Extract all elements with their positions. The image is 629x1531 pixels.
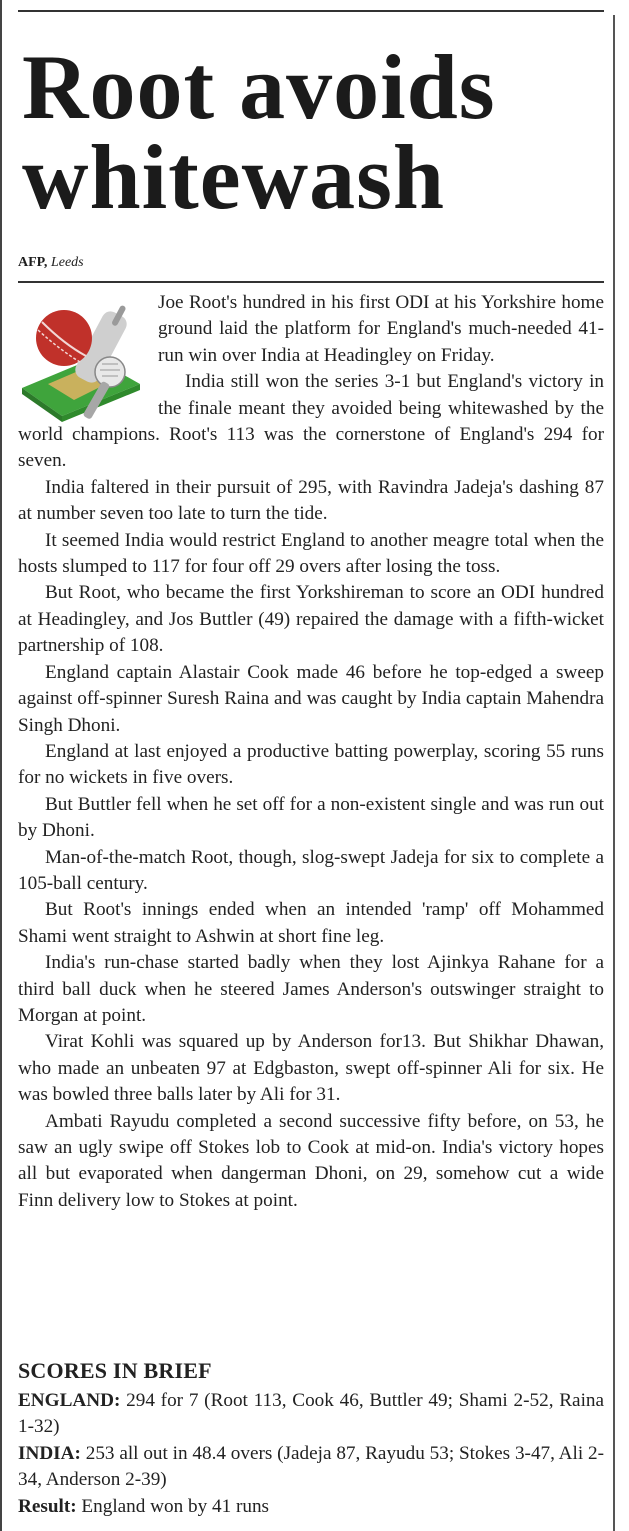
paragraph: India's run-chase started badly when they lost Ajinkya Rahane for a third ball duck when he steered James Anderson's outswinger straight to Morgan at point. <box>18 952 604 1026</box>
england-text: 294 for 7 (Root 113, Cook 46, Buttler 49; Shami 2-52, Raina 1-32) <box>18 1390 605 1438</box>
paragraph: India faltered in their pursuit of 295, with Ravindra Jadeja's dashing 87 at number seven too late to turn the tide. <box>18 476 604 525</box>
paragraph: But Root, who became the first Yorkshireman to score an ODI hundred at Headingley, and Jos Buttler (49) repaired the damage with a fifth-wicket partnership of 108. <box>18 582 604 657</box>
paragraph: Ambati Rayudu completed a second successive fifty before, on 53, he saw an ugly swipe off Stokes lob to Cook at mid-on. India's victory hopes all but evaporated when dangerman Dhoni, on 29, somehow cut a wide Finn delivery low to Stokes at point. <box>18 1110 604 1211</box>
paragraph: Man-of-the-match Root, though, slog-swept Jadeja for six to complete a 105-ball century. <box>18 846 604 894</box>
byline-location: Leeds <box>50 255 84 270</box>
paragraph: England captain Alastair Cook made 46 before he top-edged a sweep against off-spinner Suresh Raina and was caught by India captain Mahendra Singh Dhoni. <box>18 661 604 736</box>
column-divider <box>613 15 615 1531</box>
paragraph: Virat Kohli was squared up by Anderson for13. But Shikhar Dhawan, who made an unbeaten 97 at Edgbaston, swept off-spinner Ali for six. He was bowled three balls later by Ali for 31. <box>18 1031 604 1106</box>
england-label: ENGLAND: <box>18 1390 121 1411</box>
result-label: Result: <box>18 1495 77 1517</box>
india-text: 253 all out in 48.4 overs (Jadeja 87, Rayudu 53; Stokes 3-47, Ali 2-34, Anderson 2-39) <box>18 1442 605 1491</box>
india-label: INDIA: <box>18 1442 81 1464</box>
result-text: England won by 41 runs <box>81 1495 270 1517</box>
india-score <box>18 1441 604 1494</box>
paragraph: India still won the series 3-1 but England's victory in the finale meant they avoided being whitewashed by the world champions. Root's 113 was the cornerstone of England's 294 for seven. <box>18 371 604 472</box>
byline <box>18 255 84 271</box>
match-result <box>18 1494 604 1520</box>
paragraph: But Buttler fell when he set off for a non-existent single and was run out by Dhoni. <box>18 793 604 842</box>
england-score <box>18 1388 604 1441</box>
scores-title: SCORES IN BRIEF <box>18 1358 212 1383</box>
scores-in-brief <box>18 1388 604 1520</box>
icon-spacer <box>18 290 158 420</box>
paragraph: It seemed India would restrict England to another meagre total when the hosts slumped to 117 for four off 29 overs after losing the toss. <box>18 529 604 578</box>
paragraph: Joe Root's hundred in his first ODI at his Yorkshire home ground laid the platform for England's much-needed 41-run win over India at Headingley on Friday. <box>158 292 604 366</box>
page-border-left <box>0 0 2 1531</box>
byline-rule <box>18 281 604 283</box>
byline-agency: AFP, <box>18 255 48 270</box>
paragraph: But Root's innings ended when an intended 'ramp' off Mohammed Shami went straight to Ashwin at short fine leg. <box>18 899 604 947</box>
paragraph: England at last enjoyed a productive batting powerplay, scoring 55 runs for no wickets in five overs. <box>18 740 604 789</box>
headline: Root avoids whitewash <box>22 36 496 228</box>
top-rule <box>18 10 604 12</box>
article-body <box>18 290 604 1214</box>
